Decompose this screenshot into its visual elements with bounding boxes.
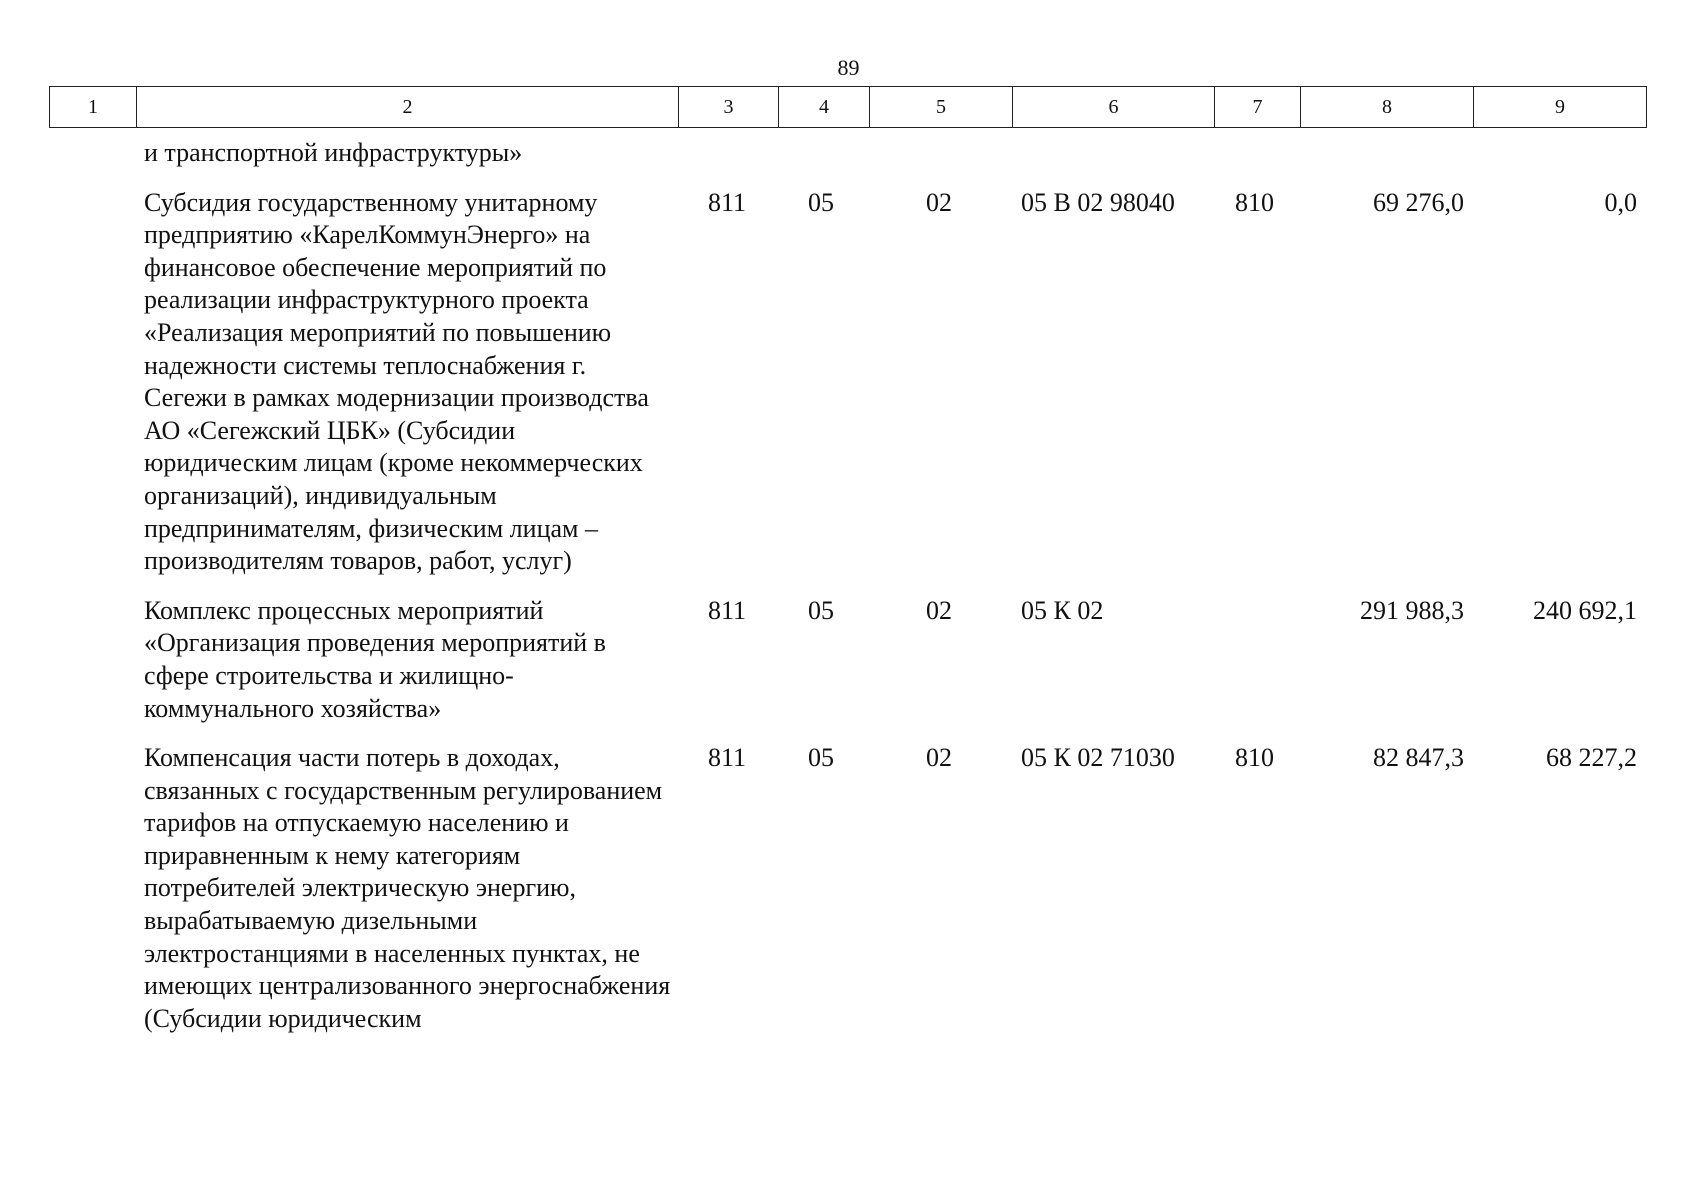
row-amount-9: 240 692,1 <box>1533 595 1637 625</box>
row-amount-9 <box>1473 137 1646 187</box>
row-code-4: 05 <box>808 743 834 773</box>
row-code-6 <box>1012 137 1214 187</box>
row-code-4: 05 <box>808 187 834 217</box>
row-code-3 <box>678 137 778 187</box>
row-code-7 <box>1214 595 1300 742</box>
row-code-4: 05 <box>808 595 834 625</box>
page-number: 89 <box>837 55 860 80</box>
row-code-7 <box>1214 137 1300 187</box>
row-name: и транспортной инфраструктуры» <box>144 138 523 167</box>
column-number-header <box>49 86 1647 128</box>
table-row <box>49 137 1646 187</box>
row-code-7: 810 <box>1235 743 1274 773</box>
row-code-6: 05 В 02 98040 <box>1021 187 1175 217</box>
table-row <box>49 595 1646 742</box>
header-col-2: 2 <box>137 87 679 128</box>
row-amount-8: 291 988,3 <box>1360 595 1464 625</box>
row-amount-8: 69 276,0 <box>1373 187 1464 217</box>
row-amount-8 <box>1300 137 1473 187</box>
header-col-4: 4 <box>779 87 870 128</box>
header-col-8: 8 <box>1301 87 1474 128</box>
budget-table-body <box>49 137 1646 1052</box>
row-code-4 <box>778 137 869 187</box>
header-col-6: 6 <box>1013 87 1215 128</box>
row-code-5: 02 <box>926 743 952 773</box>
header-col-3: 3 <box>679 87 779 128</box>
row-code-3: 811 <box>708 595 747 625</box>
row-code-5 <box>869 137 1012 187</box>
row-code-6: 05 К 02 <box>1021 595 1104 625</box>
row-code-6: 05 К 02 71030 <box>1021 743 1175 773</box>
header-col-9: 9 <box>1474 87 1647 128</box>
row-amount-8: 82 847,3 <box>1373 743 1464 773</box>
row-name: Комплекс процессных мероприятий «Организация проведения мероприятий в сфере строительства и жилищно-коммунального хозяйства» <box>144 595 606 723</box>
table-row <box>49 742 1646 1052</box>
header-col-7: 7 <box>1215 87 1301 128</box>
row-amount-9: 0,0 <box>1604 187 1637 217</box>
row-code-7: 810 <box>1235 187 1274 217</box>
row-name: Компенсация части потерь в доходах, связанных с государственным регулированием тарифов на отпускаемую населению и приравненным к нему категориям потребителей электрическую энергию, вырабатываемую дизельными электростанциями в населенных пунктах, не имеющих централизованного энергоснабжения (Субсидии юридическим <box>144 743 671 1033</box>
row-amount-9: 68 227,2 <box>1546 743 1637 773</box>
header-col-5: 5 <box>870 87 1013 128</box>
table-row <box>49 187 1646 595</box>
row-code-3: 811 <box>708 187 747 217</box>
row-code-5: 02 <box>926 595 952 625</box>
row-code-3: 811 <box>708 743 747 773</box>
row-name: Субсидия государственному унитарному предприятию «КарелКоммунЭнерго» на финансовое обеспечение мероприятий по реализации инфраструктурного проекта «Реализация мероприятий по повышению надежности системы теплоснабжения г. Сегежи в рамках модернизации производства АО «Сегежский ЦБК» (Субсидии юридическим лицам (кроме некоммерческих организаций), индивидуальным предпринимателям, физическим лицам – производителям товаров, работ, услуг) <box>144 187 649 576</box>
header-col-1: 1 <box>50 87 137 128</box>
row-code-5: 02 <box>926 187 952 217</box>
